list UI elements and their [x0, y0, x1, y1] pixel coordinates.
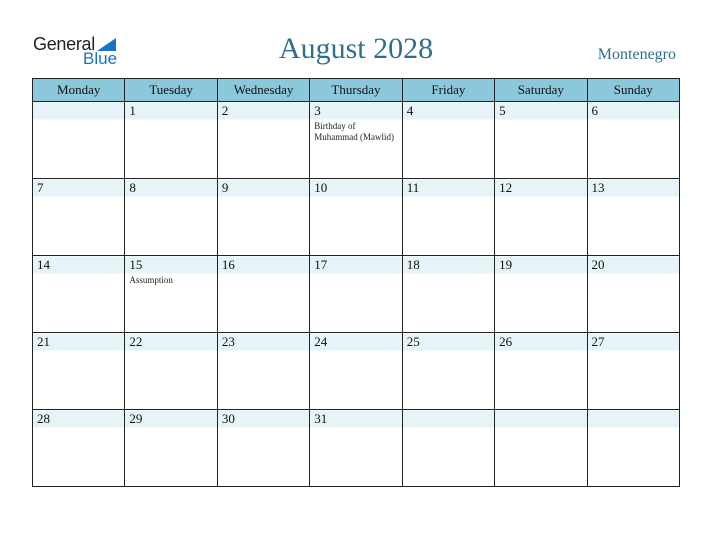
- day-number: 23: [221, 334, 235, 349]
- day-number: 26: [499, 334, 513, 349]
- day-number: 24: [314, 334, 328, 349]
- day-cell: [125, 179, 217, 256]
- week-row: [33, 333, 680, 410]
- week-row: [33, 179, 680, 256]
- day-number: 11: [406, 180, 420, 195]
- day-cell: [495, 410, 587, 487]
- day-number: 16: [221, 257, 235, 272]
- day-cell: [402, 410, 494, 487]
- day-cell: [402, 102, 494, 179]
- country-name: Montenegro: [597, 46, 676, 63]
- week-row: [33, 256, 680, 333]
- week-row: [33, 102, 680, 179]
- day-number: 9: [221, 180, 229, 195]
- day-cell: [402, 333, 494, 410]
- day-cell: [310, 333, 402, 410]
- day-cell: [217, 333, 309, 410]
- day-number: 14: [37, 257, 50, 272]
- day-number: 20: [591, 257, 605, 272]
- day-cell: [33, 179, 125, 256]
- day-number: 3: [314, 103, 321, 118]
- day-cell: [33, 333, 125, 410]
- day-number: 29: [129, 411, 143, 426]
- holiday-label: Birthday of Muhammad (Mawlid): [314, 121, 394, 142]
- day-cell: [125, 102, 217, 179]
- day-number: 6: [591, 103, 599, 118]
- weekday-header: Saturday: [495, 79, 587, 102]
- day-cell: [125, 333, 217, 410]
- day-number: 22: [129, 334, 143, 349]
- day-number: 15: [129, 257, 143, 272]
- day-cell: [125, 256, 217, 333]
- day-number: 31: [314, 411, 328, 426]
- day-cell: [495, 179, 587, 256]
- day-number: 19: [499, 257, 513, 272]
- day-number: 2: [221, 103, 229, 118]
- day-cell: [310, 410, 402, 487]
- day-number: 18: [406, 257, 420, 272]
- weekday-header-row: [33, 79, 680, 102]
- day-cell: [495, 256, 587, 333]
- day-cell: [33, 256, 125, 333]
- day-cell: [587, 333, 679, 410]
- day-cell: [310, 256, 402, 333]
- weekday-header: Friday: [402, 79, 494, 102]
- day-number: 10: [314, 180, 328, 195]
- logo-general-text: General: [33, 34, 95, 54]
- day-cell: [587, 179, 679, 256]
- day-cell: [310, 179, 402, 256]
- day-number: 25: [406, 334, 420, 349]
- holiday-label: Assumption: [129, 275, 173, 285]
- day-cell: [217, 256, 309, 333]
- calendar-grid: [32, 78, 680, 487]
- day-number: 8: [129, 180, 136, 195]
- weekday-header: Monday: [33, 79, 125, 102]
- weekday-header: Tuesday: [125, 79, 217, 102]
- day-cell: [217, 410, 309, 487]
- day-number: 30: [221, 411, 235, 426]
- day-cell: [587, 102, 679, 179]
- day-number: 28: [37, 411, 50, 426]
- day-number: 21: [37, 334, 50, 349]
- day-cell: [402, 256, 494, 333]
- day-number: 1: [129, 103, 136, 118]
- day-number: 17: [314, 257, 328, 272]
- week-row: [33, 410, 680, 487]
- day-number: 12: [499, 180, 513, 195]
- day-number: 5: [499, 103, 506, 118]
- calendar-title: August 2028: [278, 32, 434, 65]
- day-cell: [310, 102, 402, 179]
- day-number: 13: [591, 180, 605, 195]
- day-cell: [217, 102, 309, 179]
- day-cell: [33, 410, 125, 487]
- day-cell: [125, 410, 217, 487]
- weekday-header: Thursday: [310, 79, 402, 102]
- logo-blue-text: Blue: [83, 49, 118, 68]
- day-number: 7: [37, 180, 44, 195]
- day-cell: [495, 102, 587, 179]
- day-cell: [217, 179, 309, 256]
- day-cell: [402, 179, 494, 256]
- weekday-header: Wednesday: [217, 79, 309, 102]
- weekday-header: Sunday: [587, 79, 679, 102]
- day-cell: [33, 102, 125, 179]
- day-cell: [495, 333, 587, 410]
- day-number: 27: [591, 334, 605, 349]
- day-cell: [587, 410, 679, 487]
- day-number: 4: [406, 103, 414, 118]
- day-cell: [587, 256, 679, 333]
